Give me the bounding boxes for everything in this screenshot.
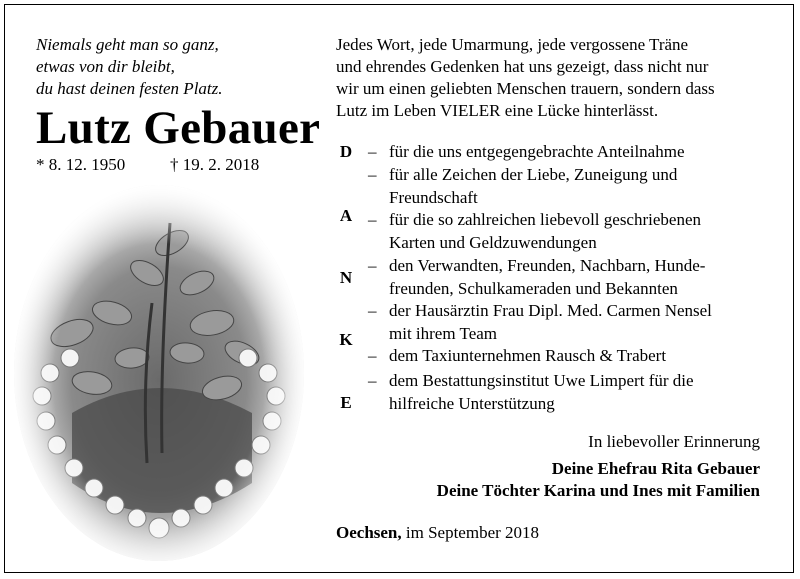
thanks-dash: – <box>368 301 377 320</box>
thanks-line: freunden, Schulkameraden und Bekannten <box>389 278 678 298</box>
signature-wife: Deine Ehefrau Rita Gebauer <box>551 459 760 478</box>
dank-letter-d: D <box>339 142 353 161</box>
deceased-name: Lutz Gebauer <box>36 102 321 154</box>
thanks-line: für alle Zeichen der Liebe, Zuneigung und <box>389 165 678 184</box>
death-date: † 19. 2. 2018 <box>170 155 260 174</box>
thanks-line: der Hausärztin Frau Dipl. Med. Carmen Nensel <box>389 301 712 320</box>
sunflower-heart-garden-photo <box>12 183 306 563</box>
thanks-line: dem Bestattungsinstitut Uwe Limpert für die <box>389 371 694 390</box>
thanks-line: dem Taxiunternehmen Rausch & Trabert <box>389 346 667 365</box>
place-date <box>336 523 539 543</box>
intro-line: Lutz im Leben VIELER eine Lücke hinterlässt. <box>336 101 659 120</box>
dank-letter-e: E <box>340 393 352 412</box>
intro-paragraph <box>336 34 766 122</box>
signature-daughters: Deine Töchter Karina und Ines mit Familien <box>436 481 760 500</box>
thanks-dash: – <box>368 165 377 184</box>
thanks-dash: – <box>368 142 377 161</box>
place-date-text: im September 2018 <box>405 523 540 542</box>
dank-letter-k: K <box>339 330 353 349</box>
memorial-poem <box>36 34 306 100</box>
thanks-dash: – <box>368 371 377 390</box>
poem-line: Niemals geht man so ganz, <box>36 35 219 54</box>
poem-line: etwas von dir bleibt, <box>36 57 175 76</box>
life-dates <box>36 155 260 175</box>
thanks-line: für die uns entgegengebrachte Anteilnahme <box>389 142 685 161</box>
thanks-line: Karten und Geldzuwendungen <box>389 232 597 252</box>
place-town: Oechsen, <box>336 523 402 542</box>
birth-date: * 8. 12. 1950 <box>36 155 126 174</box>
poem-line: du hast deinen festen Platz. <box>36 79 223 98</box>
intro-line: Jedes Wort, jede Umarmung, jede vergossene Träne <box>336 35 689 54</box>
thanks-dash: – <box>368 346 377 365</box>
thanks-dash: – <box>368 210 377 229</box>
thanks-line: mit ihrem Team <box>389 323 498 343</box>
intro-line: wir um einen geliebten Menschen trauern, sondern dass <box>336 79 715 98</box>
thanks-line: Freundschaft <box>389 187 478 207</box>
thanks-line: den Verwandten, Freunden, Nachbarn, Hunde- <box>389 256 706 275</box>
thanks-line: für die so zahlreichen liebevoll geschriebenen <box>389 210 702 229</box>
closing-line: In liebevoller Erinnerung <box>588 432 760 451</box>
thanks-dash: – <box>368 256 377 275</box>
thanks-line: hilfreiche Unterstützung <box>389 393 555 413</box>
dank-letter-a: A <box>339 206 353 225</box>
dank-letter-n: N <box>339 268 353 287</box>
intro-line: und ehrendes Gedenken hat uns gezeigt, dass nicht nur <box>336 57 709 76</box>
